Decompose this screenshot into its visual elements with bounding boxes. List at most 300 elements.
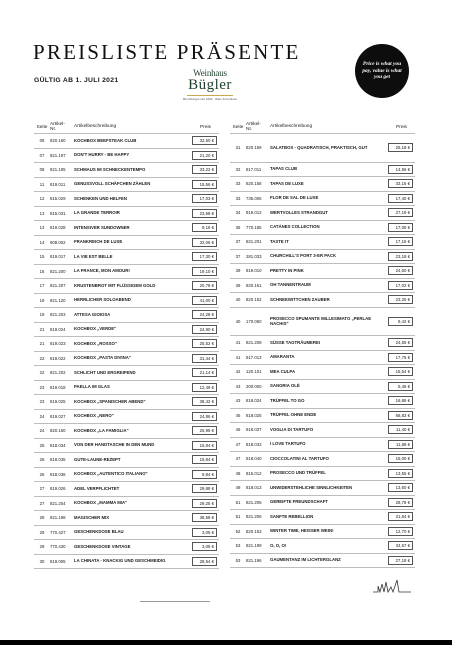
row-seite: 40 bbox=[235, 318, 241, 324]
row-name: FLOR DE SAL DE LUXE bbox=[270, 195, 319, 201]
price-box: 12,70 € bbox=[388, 527, 413, 536]
row-seite: 53 bbox=[235, 543, 241, 549]
row-artikel: 819.012 bbox=[246, 210, 262, 216]
row-name: LA CHINATA - KNACKIG UND GESCHMEIDIG bbox=[74, 558, 166, 564]
row-name: TRÜFFEL TO GO bbox=[270, 397, 305, 403]
row-name: DON'T HURRY - BE HAPPY bbox=[74, 152, 130, 158]
row-artikel: 819.018 bbox=[50, 384, 66, 390]
table-row bbox=[34, 191, 219, 206]
row-seite: 19 bbox=[39, 312, 45, 318]
row-name: SÜSSE TAGTRÄUMEREI bbox=[270, 339, 321, 345]
table-row bbox=[230, 249, 415, 264]
price-box: 33,22 € bbox=[192, 165, 217, 174]
table-row bbox=[230, 553, 415, 568]
row-seite: 24 bbox=[39, 428, 45, 434]
col-artikel: Artikel-Nr. bbox=[246, 122, 261, 132]
row-preis bbox=[192, 412, 219, 421]
row-artikel: 819.005 bbox=[50, 558, 66, 564]
row-seite: 21 bbox=[39, 341, 45, 347]
table-row bbox=[230, 350, 415, 365]
price-box: 33,16 € bbox=[388, 179, 413, 188]
row-seite: 29 bbox=[39, 529, 45, 535]
table-row bbox=[34, 278, 219, 293]
row-artikel: 818.024 bbox=[246, 398, 262, 404]
table-row bbox=[34, 322, 219, 337]
table-row bbox=[230, 538, 415, 553]
row-seite: 32 bbox=[235, 166, 241, 172]
table-row bbox=[230, 205, 415, 220]
row-preis bbox=[192, 397, 219, 406]
row-artikel: 815.012 bbox=[246, 470, 262, 476]
price-box: 15,00 € bbox=[388, 454, 413, 463]
row-name: CATÁNES COLLECTION bbox=[270, 224, 320, 230]
table-row bbox=[34, 380, 219, 395]
quote-badge bbox=[355, 44, 409, 98]
row-seite: 23 bbox=[39, 399, 45, 405]
validity-date: GÜLTIG AB 1. JULI 2021 bbox=[34, 77, 119, 84]
row-seite: 28 bbox=[39, 515, 45, 521]
price-box: 11,40 € bbox=[388, 425, 413, 434]
row-artikel: 821.195 bbox=[50, 167, 66, 173]
row-artikel: 820.152 bbox=[246, 297, 262, 303]
price-box: 16,86 € bbox=[388, 396, 413, 405]
row-preis bbox=[388, 252, 415, 261]
row-preis bbox=[192, 151, 219, 160]
row-seite: 27 bbox=[39, 500, 45, 506]
row-name: KOCHBOX BEEFSTEAK CLUB bbox=[74, 137, 137, 143]
table-row bbox=[34, 554, 219, 569]
table-row bbox=[230, 220, 415, 235]
price-box: 15,84 € bbox=[192, 455, 217, 464]
weinhaus-buegler-logo bbox=[181, 68, 239, 123]
row-preis bbox=[192, 354, 219, 363]
table-row bbox=[34, 206, 219, 221]
row-name: SCHNEEWITTCHEN ZAUBER bbox=[270, 296, 330, 302]
row-name: VOGLIA DI TARTUFO bbox=[270, 426, 314, 432]
table-row bbox=[34, 510, 219, 525]
row-name: KOCHBOX „PASTA DIVINA" bbox=[74, 355, 131, 361]
table-row bbox=[34, 336, 219, 351]
table-row bbox=[230, 292, 415, 307]
row-preis bbox=[388, 541, 415, 550]
row-preis bbox=[192, 542, 219, 551]
row-preis bbox=[388, 194, 415, 203]
price-box: 15,54 € bbox=[388, 367, 413, 376]
price-box: 17,16 € bbox=[388, 237, 413, 246]
table-row bbox=[34, 394, 219, 409]
col-artikel: Artikel-Nr. bbox=[50, 122, 65, 132]
row-preis bbox=[192, 325, 219, 334]
row-seite: 22 bbox=[39, 370, 45, 376]
row-name: GESCHENKDOSE VINTAGE bbox=[74, 543, 131, 549]
logo-tagline: Bio-Weingut seit 1992 · Wein & Feinkost bbox=[183, 97, 237, 101]
price-box: 31,44 € bbox=[192, 354, 217, 363]
row-name: PRETTY IN PINK bbox=[270, 267, 304, 273]
price-box: 68,83 € bbox=[388, 411, 413, 420]
row-artikel: 770.185 bbox=[246, 224, 262, 230]
table-row bbox=[230, 451, 415, 466]
row-seite: 11 bbox=[39, 181, 45, 187]
row-name: TRÜFFEL OHNE ENDE bbox=[270, 412, 317, 418]
row-artikel: 821.206 bbox=[246, 514, 262, 520]
table-row bbox=[230, 466, 415, 481]
row-artikel: 820.159 bbox=[246, 145, 262, 151]
price-box: 23,18 € bbox=[388, 252, 413, 261]
row-artikel: 170.050 bbox=[246, 318, 262, 324]
row-seite: 43 bbox=[235, 398, 241, 404]
row-seite: 37 bbox=[235, 253, 241, 259]
row-artikel: 770.427 bbox=[50, 529, 66, 535]
table-row bbox=[230, 364, 415, 379]
row-preis bbox=[388, 367, 415, 376]
row-preis bbox=[388, 425, 415, 434]
row-artikel: 818.034 bbox=[50, 442, 66, 448]
table-row bbox=[34, 409, 219, 424]
col-preis: Preis bbox=[396, 124, 407, 130]
price-table-right bbox=[230, 121, 415, 568]
row-artikel: 818.033 bbox=[246, 441, 262, 447]
price-box: 19,10 € bbox=[192, 267, 217, 276]
row-artikel: 821.199 bbox=[246, 543, 262, 549]
row-preis bbox=[388, 237, 415, 246]
price-box: 32,06 € bbox=[192, 238, 217, 247]
table-row bbox=[230, 263, 415, 278]
table-header-right bbox=[230, 121, 415, 133]
col-beschreibung: Artikelbeschreibung bbox=[270, 124, 313, 130]
table-row bbox=[230, 335, 415, 350]
row-preis bbox=[388, 208, 415, 217]
table-row bbox=[34, 235, 219, 250]
row-preis bbox=[388, 317, 415, 326]
price-box: 15,84 € bbox=[192, 441, 217, 450]
price-box: 17,40 € bbox=[388, 194, 413, 203]
row-seite: 39 bbox=[235, 282, 241, 288]
row-seite: 26 bbox=[39, 457, 45, 463]
price-box: 25,18 € bbox=[388, 143, 413, 152]
price-box: 27,18 € bbox=[388, 556, 413, 565]
price-box: 21,20 € bbox=[192, 151, 217, 160]
row-seite: 29 bbox=[39, 544, 45, 550]
row-artikel: 821.197 bbox=[50, 152, 66, 158]
row-preis bbox=[192, 223, 219, 232]
row-name: TAPAS DE LUXE bbox=[270, 180, 304, 186]
row-seite: 45 bbox=[235, 412, 241, 418]
row-preis bbox=[388, 512, 415, 521]
row-artikel: 818.035 bbox=[50, 457, 66, 463]
row-seite: 30 bbox=[39, 558, 45, 564]
price-box: 24,50 € bbox=[388, 266, 413, 275]
row-name: KRUSTENBROT MIT FLÜSSIGEM GOLD bbox=[74, 282, 156, 288]
row-artikel: 815.031 bbox=[50, 210, 66, 216]
page-title: PREISLISTE PRÄSENTE bbox=[33, 40, 301, 64]
row-preis bbox=[192, 455, 219, 464]
row-name: CHURCHILL'S PORT 3-ER PACK bbox=[270, 253, 337, 259]
table-row bbox=[230, 234, 415, 249]
row-seite: 48 bbox=[235, 470, 241, 476]
row-artikel: 821.196 bbox=[246, 557, 262, 563]
row-artikel: 820.158 bbox=[246, 181, 262, 187]
row-artikel: 735.006 bbox=[246, 195, 262, 201]
row-name: KOCHBOX „LA FAMIGLIA" bbox=[74, 427, 129, 433]
row-name: GAUMENTANZ IM LICHTERGLANZ bbox=[270, 557, 341, 563]
row-name: SCHLICHT UND ERGREIFEND bbox=[74, 369, 136, 375]
price-box: 17,05 € bbox=[388, 223, 413, 232]
price-box: 21,14 € bbox=[192, 368, 217, 377]
row-artikel: 819.028 bbox=[50, 225, 66, 231]
row-artikel: 821.198 bbox=[50, 515, 66, 521]
row-seite: 51 bbox=[235, 514, 241, 520]
row-name: PAELLA IM GLAS bbox=[74, 384, 110, 390]
row-artikel: 820.160 bbox=[50, 428, 66, 434]
row-name: WERTVOLLES STRANDGUT bbox=[270, 209, 329, 215]
row-artikel: 821.204 bbox=[50, 500, 66, 506]
row-preis bbox=[388, 556, 415, 565]
row-name: SANGRIA OLÉ bbox=[270, 383, 300, 389]
row-seite: 49 bbox=[235, 485, 241, 491]
table-row bbox=[34, 264, 219, 279]
row-preis bbox=[192, 281, 219, 290]
row-preis bbox=[388, 440, 415, 449]
row-name: LA GRANDE TERROIR bbox=[74, 210, 120, 216]
row-name: FRANKREICH DE LUXE bbox=[74, 239, 123, 245]
row-artikel: 819.024 bbox=[50, 326, 66, 332]
row-seite: 41 bbox=[235, 354, 241, 360]
row-name: O, O, O! bbox=[270, 542, 287, 548]
row-preis bbox=[388, 281, 415, 290]
row-artikel: 815.029 bbox=[50, 196, 66, 202]
row-preis bbox=[192, 165, 219, 174]
row-preis bbox=[388, 396, 415, 405]
row-preis bbox=[388, 295, 415, 304]
col-preis: Preis bbox=[200, 124, 211, 130]
row-seite: 47 bbox=[235, 441, 241, 447]
row-seite: 12 bbox=[39, 196, 45, 202]
row-preis bbox=[192, 136, 219, 145]
table-row bbox=[34, 220, 219, 235]
row-artikel: 819.022 bbox=[50, 355, 66, 361]
row-preis bbox=[388, 179, 415, 188]
row-artikel: 808.002 bbox=[50, 239, 66, 245]
row-artikel: 120.101 bbox=[246, 369, 262, 375]
row-preis bbox=[388, 469, 415, 478]
price-box: 28,64 € bbox=[192, 557, 217, 566]
row-seite: 19 bbox=[39, 297, 45, 303]
price-table-left bbox=[34, 121, 219, 569]
row-preis bbox=[192, 513, 219, 522]
row-preis bbox=[192, 194, 219, 203]
logo-line2: Bügler bbox=[188, 77, 232, 93]
row-name: SCHMAUS IM SCHNECKENTEMPO bbox=[74, 166, 146, 172]
table-row bbox=[230, 480, 415, 495]
row-artikel: 821.203 bbox=[50, 312, 66, 318]
row-preis bbox=[192, 296, 219, 305]
row-seite: 33 bbox=[235, 181, 241, 187]
row-artikel: 819.026 bbox=[50, 486, 66, 492]
table-row bbox=[230, 437, 415, 452]
price-box: 23,25 € bbox=[388, 295, 413, 304]
row-name: SCHENKEN UND HELFEN bbox=[74, 195, 127, 201]
price-box: 5,46 € bbox=[388, 382, 413, 391]
row-artikel: 821.202 bbox=[50, 370, 66, 376]
row-preis bbox=[192, 528, 219, 537]
table-row bbox=[34, 539, 219, 554]
table-row bbox=[34, 452, 219, 467]
col-seite: Seite bbox=[36, 124, 48, 130]
price-box: 29,25 € bbox=[192, 499, 217, 508]
row-name: KOCHBOX „AUTENTICO ITALIANO" bbox=[74, 471, 148, 477]
table-row bbox=[230, 422, 415, 437]
row-preis bbox=[388, 382, 415, 391]
row-seite: 26 bbox=[39, 471, 45, 477]
row-preis bbox=[192, 441, 219, 450]
price-box: 3,05 € bbox=[192, 528, 217, 537]
table-row bbox=[230, 191, 415, 206]
row-name: MEA CULPA bbox=[270, 368, 296, 374]
price-box: 26,95 € bbox=[192, 426, 217, 435]
row-preis bbox=[388, 454, 415, 463]
table-row bbox=[34, 148, 219, 163]
logo-rule bbox=[187, 95, 233, 96]
table-row bbox=[230, 393, 415, 408]
row-preis bbox=[192, 267, 219, 276]
row-artikel: 818.013 bbox=[246, 485, 262, 491]
row-artikel: 820.161 bbox=[246, 282, 262, 288]
row-seite: 52 bbox=[235, 528, 241, 534]
price-box: 24,86 € bbox=[192, 412, 217, 421]
row-seite: 24 bbox=[39, 413, 45, 419]
row-name: HERRLICHER SOLOABEND bbox=[74, 297, 131, 303]
row-seite: 14 bbox=[39, 239, 45, 245]
price-box: 17,03 € bbox=[192, 194, 217, 203]
table-rows-right bbox=[230, 133, 415, 568]
row-name: LA VIE EST BELLE bbox=[74, 253, 113, 259]
row-seite: 41 bbox=[235, 340, 241, 346]
price-box: 27,19 € bbox=[388, 208, 413, 217]
row-artikel: 817.013 bbox=[246, 354, 262, 360]
row-artikel: 200.000 bbox=[246, 383, 262, 389]
row-artikel: 821.205 bbox=[246, 499, 262, 505]
row-name: ADEL VERPFLICHTET bbox=[74, 485, 120, 491]
row-seite: 27 bbox=[39, 486, 45, 492]
row-preis bbox=[388, 483, 415, 492]
row-artikel: 281.033 bbox=[246, 253, 262, 259]
row-seite: 25 bbox=[39, 442, 45, 448]
price-box: 25,52 € bbox=[192, 339, 217, 348]
row-artikel: 819.011 bbox=[50, 181, 66, 187]
row-artikel: 818.037 bbox=[246, 427, 262, 433]
col-beschreibung: Artikelbeschreibung bbox=[74, 124, 117, 130]
row-name: OH TANNENTRAUM bbox=[270, 282, 311, 288]
row-name: I LOVE TARTUFO bbox=[270, 441, 306, 447]
quote-badge-text: Price is what you pay, value is what you get bbox=[362, 61, 402, 81]
row-name: VON DER HANDTASCHE IN DEN MUND bbox=[74, 442, 155, 448]
row-preis bbox=[388, 223, 415, 232]
row-seite: 16 bbox=[39, 268, 45, 274]
row-artikel: 818.040 bbox=[246, 456, 262, 462]
row-preis bbox=[192, 368, 219, 377]
price-box: 13,50 € bbox=[388, 483, 413, 492]
price-box: 28,78 € bbox=[388, 498, 413, 507]
row-preis bbox=[192, 180, 219, 189]
row-artikel: 817.011 bbox=[246, 166, 262, 172]
table-row bbox=[34, 162, 219, 177]
row-name: GUTE-LAUNE-REZEPT bbox=[74, 456, 121, 462]
signature-icon bbox=[372, 578, 412, 594]
row-preis bbox=[388, 266, 415, 275]
row-name: KOCHBOX „NERO" bbox=[74, 413, 114, 419]
table-row bbox=[230, 524, 415, 539]
row-preis bbox=[388, 411, 415, 420]
row-preis bbox=[192, 310, 219, 319]
price-box: 23,58 € bbox=[192, 209, 217, 218]
row-preis bbox=[192, 426, 219, 435]
price-box: 38,58 € bbox=[192, 513, 217, 522]
row-seite: 47 bbox=[235, 456, 241, 462]
table-row bbox=[34, 423, 219, 438]
row-preis bbox=[192, 383, 219, 392]
price-box: 24,55 € bbox=[388, 338, 413, 347]
row-seite: 15 bbox=[39, 254, 45, 260]
row-preis bbox=[192, 557, 219, 566]
row-name: INTENSIVER SUNDOWNER bbox=[74, 224, 130, 230]
table-row bbox=[34, 365, 219, 380]
row-name: SALATBOX - QUADRATISCH, PRAKTISCH, GUT bbox=[270, 144, 368, 150]
price-box: 24,28 € bbox=[192, 310, 217, 319]
price-box: 38,42 € bbox=[192, 397, 217, 406]
row-name: KOCHBOX „ROSSO" bbox=[74, 340, 117, 346]
table-row bbox=[34, 481, 219, 496]
table-row bbox=[34, 351, 219, 366]
row-artikel: 821.208 bbox=[246, 340, 262, 346]
row-seite: 07 bbox=[39, 152, 45, 158]
row-seite: 21 bbox=[39, 326, 45, 332]
row-name: GESCHENKDOSE BLAU bbox=[74, 529, 124, 535]
row-preis bbox=[192, 470, 219, 479]
row-artikel: 821.200 bbox=[50, 268, 66, 274]
table-row bbox=[34, 307, 219, 322]
row-artikel: 819.023 bbox=[50, 341, 66, 347]
row-seite: 51 bbox=[235, 499, 241, 505]
row-name: WINTER TIME, HEISSER WEIN! bbox=[270, 528, 334, 534]
price-box: 14,56 € bbox=[388, 165, 413, 174]
row-artikel: 820.160 bbox=[50, 138, 66, 144]
row-name: ATTESA GIOIOSA bbox=[74, 311, 111, 317]
table-row bbox=[230, 162, 415, 177]
col-seite: Seite bbox=[232, 124, 244, 130]
price-box: 17,02 € bbox=[388, 281, 413, 290]
row-name: TAPAS CLUB bbox=[270, 166, 298, 172]
row-seite: 37 bbox=[235, 239, 241, 245]
row-preis bbox=[192, 252, 219, 261]
row-name: UNWIDERSTEHLICHE SINNLICHKEITEN bbox=[270, 484, 353, 490]
table-row bbox=[34, 525, 219, 540]
table-row bbox=[34, 249, 219, 264]
price-box: 17,30 € bbox=[192, 252, 217, 261]
table-row bbox=[34, 438, 219, 453]
row-seite: 23 bbox=[39, 384, 45, 390]
table-row bbox=[230, 176, 415, 191]
row-artikel: 819.010 bbox=[246, 268, 262, 274]
row-seite: 13 bbox=[39, 210, 45, 216]
table-row bbox=[230, 307, 415, 336]
row-seite: 22 bbox=[39, 355, 45, 361]
row-artikel: 820.163 bbox=[246, 528, 262, 534]
price-box: 13,55 € bbox=[388, 469, 413, 478]
row-name: GENUSSVOLL SCHÄFCHEN ZÄHLEN bbox=[74, 181, 151, 187]
bottom-bar bbox=[0, 640, 452, 645]
logo-line1: Weinhaus bbox=[193, 68, 227, 78]
row-preis bbox=[388, 353, 415, 362]
